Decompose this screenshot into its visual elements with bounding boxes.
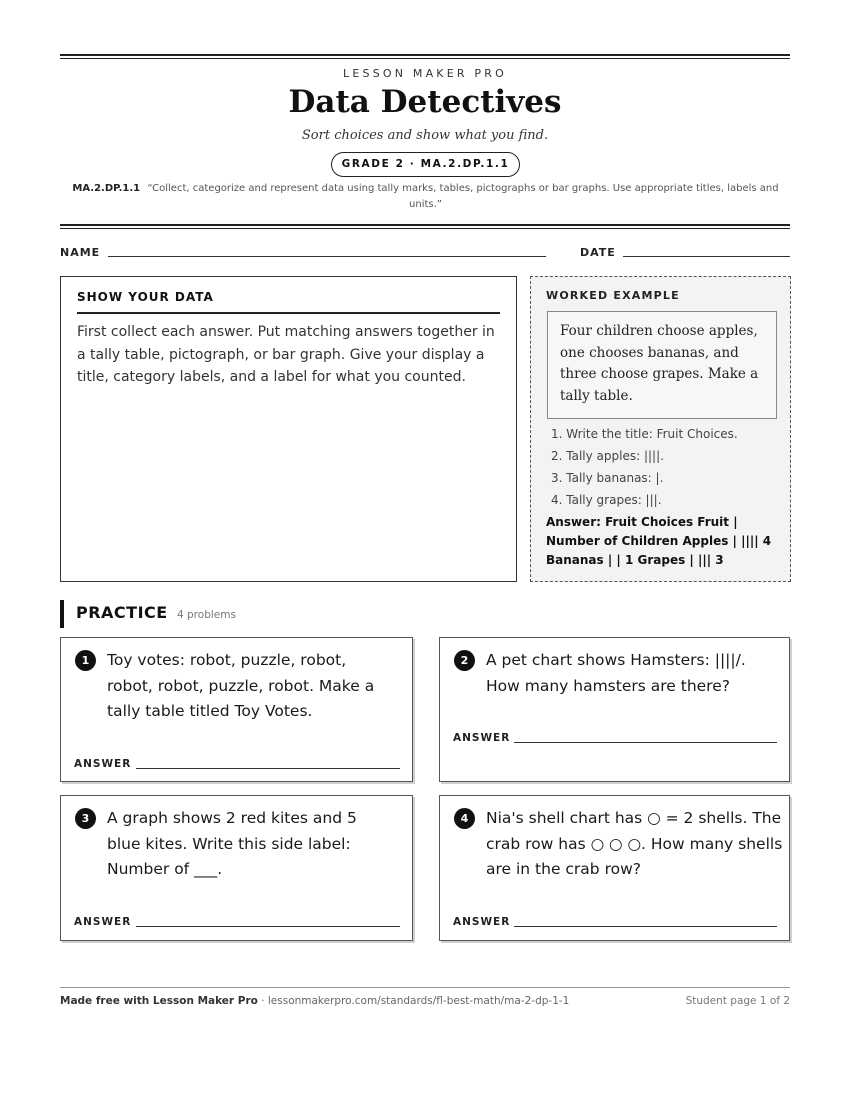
show-your-data-instructions: First collect each answer. Put matching answers together in a tally table, pictograph, or bar graph. Give your display a title, category labels, and a label for what you counted. [77, 324, 495, 385]
problem-number-badge: 1 [75, 650, 96, 671]
problem-line: robot, robot, puzzle, robot. Make a [107, 676, 375, 695]
problem-card-4 [439, 795, 790, 941]
answer-field[interactable] [136, 926, 400, 927]
worked-example-panel [530, 276, 791, 582]
worksheet-subtitle: Sort choices and show what you find. [301, 128, 549, 143]
practice-count: 4 problems [177, 609, 236, 621]
footer-credit [60, 995, 569, 1007]
problem-text [107, 648, 374, 725]
problem-text [107, 806, 357, 883]
show-your-data-panel [60, 276, 517, 582]
practice-heading: PRACTICE [76, 603, 168, 622]
name-field[interactable] [108, 256, 546, 257]
problem-card-2 [439, 637, 790, 782]
worked-example-problem: Four children choose apples, one chooses bananas, and three choose grapes. Make a tally table. [547, 311, 777, 419]
answer-label: ANSWER [453, 732, 511, 744]
worked-example-steps [551, 423, 781, 511]
problem-line: How many hamsters are there? [486, 676, 730, 695]
standard-code: MA.2.DP.1.1 [72, 183, 141, 194]
problem-card-3 [60, 795, 413, 941]
worked-step: 3. Tally bananas: |. [551, 471, 664, 485]
footer-url: · lessonmakerpro.com/standards/fl-best-math/ma-2-dp-1-1 [257, 995, 570, 1007]
date-field[interactable] [623, 256, 790, 257]
problem-line: crab row has ○ ○ ○. How many shells [486, 834, 783, 853]
problem-card-1 [60, 637, 413, 782]
worked-step: 4. Tally grapes: |||. [551, 493, 662, 507]
problem-line: Number of ___. [107, 860, 223, 878]
name-label: NAME [60, 246, 101, 259]
problem-text [486, 806, 782, 883]
answer-field[interactable] [514, 926, 777, 927]
answer-field[interactable] [136, 768, 400, 769]
date-label: DATE [580, 246, 616, 259]
answer-label: ANSWER [74, 758, 132, 770]
standard-description [68, 181, 783, 213]
problem-number-badge: 4 [454, 808, 475, 829]
footer-made-with: Made free with Lesson Maker Pro [60, 995, 258, 1007]
problem-line: A graph shows 2 red kites and 5 [107, 809, 357, 827]
answer-field[interactable] [514, 742, 777, 743]
problem-text [486, 648, 746, 699]
grade-badge: GRADE 2 · MA.2.DP.1.1 [331, 152, 520, 177]
worked-example-heading: WORKED EXAMPLE [546, 289, 680, 302]
answer-label: ANSWER [453, 916, 511, 928]
problem-number-badge: 2 [454, 650, 475, 671]
worked-step: 2. Tally apples: ||||. [551, 449, 664, 463]
worked-step: 1. Write the title: Fruit Choices. [551, 427, 738, 441]
practice-accent-bar [60, 600, 64, 628]
answer-label: ANSWER [74, 916, 132, 928]
problem-line: Nia's shell chart has ○ = 2 shells. The [486, 809, 782, 827]
problem-line: tally table titled Toy Votes. [107, 702, 313, 720]
problem-line: blue kites. Write this side label: [107, 834, 351, 853]
worked-example-answer: Answer: Fruit Choices Fruit | Number of Children Apples | |||| 4 Bananas | | 1 Grapes | ||| 3 [546, 515, 772, 567]
worksheet-title: Data Detectives [288, 84, 562, 120]
show-your-data-heading: SHOW YOUR DATA [77, 290, 500, 314]
standard-text: “Collect, categorize and represent data using tally marks, tables, pictographs or bar graphs. Use appropriate titles, labels and units.” [147, 183, 779, 210]
header-bottom-rule [60, 224, 790, 229]
footer-rule [60, 987, 790, 988]
problem-line: are in the crab row? [486, 860, 641, 878]
footer-page-number: Student page 1 of 2 [685, 995, 790, 1007]
problem-line: A pet chart shows Hamsters: ||||/. [486, 651, 746, 669]
header-top-rule [60, 54, 790, 59]
problem-number-badge: 3 [75, 808, 96, 829]
problem-line: Toy votes: robot, puzzle, robot, [107, 651, 347, 669]
brand-name: LESSON MAKER PRO [343, 67, 507, 80]
